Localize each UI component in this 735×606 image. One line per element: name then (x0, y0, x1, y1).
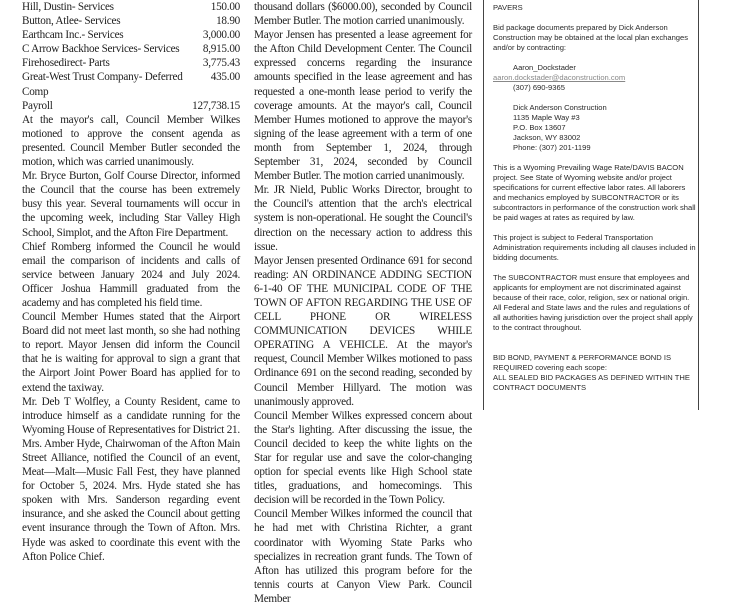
left-column (22, 0, 240, 564)
paragraph: Mr. Bryce Burton, Golf Course Director, informed the Council that the course has been extremely busy this year. Several tournaments will occur in the upcoming week, including Star Valley High School, Simplot, and the Afton Fire Department. (22, 170, 240, 239)
payment-row: C Arrow Backhoe Services- Services 8,915.00 (22, 43, 240, 56)
paragraph: Council Member Wilkes informed the council that he had met with Christina Richter, a grant coordinator with Wyoming State Parks who specializes in recreation grant funds. The Town of Afton has utilized this program before for the tennis courts at Canyon View Park. Council Member (254, 508, 472, 605)
eeo-paragraph: The SUBCONTRACTOR must ensure that employees and applicants for employment are not discriminated against because of their race, color, religion, sex or national origin. All Federal and State laws and the rules and regulations of all authorities having jurisdiction over the project shall apply to the contract throughout. (493, 273, 693, 332)
wage-paragraph: This is a Wyoming Prevailing Wage Rate/DAVIS BACON project. See State of Wyoming website and/or project specifications for current effective labor rates. All laborers and mechanics employed by SUBCONTRACTOR or its subcontractors in performance of the construction work shall be paid wages at rates as required by law. (493, 163, 696, 222)
paragraph: Mayor Jensen has presented a lease agreement for the Afton Child Development Center. The Council expressed concerns regarding the insurance amounts specified in the lease agreement and has requested a one-month lease period to verify the coverage amounts. At the mayor's call, Council Member Humes motioned to approve the mayor's signing of the lease agreement with a term of one month from September 1, 2024, through September 31, 2024, seconded by Council Member Butler. The motion carried unanimously. (254, 29, 472, 183)
paragraph: Council Member Wilkes expressed concern about the Star's lighting. After discussing the issue, the Council decided to keep the white lights on the Star for regular use and save the color-changing option for special events like High School state titles, graduations, and homecomings. This decision will be recorded in the Town Policy. (254, 409, 472, 507)
notice-heading: PAVERS (493, 3, 523, 12)
payment-row: Firehosedirect- Parts 3,775.43 (22, 57, 240, 70)
company-name: Dick Anderson Construction (513, 103, 607, 112)
bid-notice-box (483, 0, 699, 410)
bond-requirement: BID BOND, PAYMENT & PERFORMANCE BOND IS REQUIRED covering each scope: (493, 353, 672, 372)
bond-paragraph (493, 353, 698, 393)
paragraph: Mrs. Amber Hyde, Chairwoman of the Afton Main Street Alliance, notified the Council of an event, Meat—Malt—Music Fall Fest, they have planned for October 5, 2024. Mrs. Hyde stated she has spoken with Mrs. Sanderson regarding event insurance, and she asked the Council about getting event insurance through the Town of Afton. Mrs. Hyde was asked to coordinate this event with the Afton Police Chief. (22, 437, 240, 563)
paragraph: At the mayor's call, Council Member Wilkes motioned to approve the consent agenda as presented. Council Member Butler seconded the motion, which was carried unanimously. (22, 113, 240, 169)
contact-name: Aaron_Dockstader (513, 63, 576, 72)
company-po-box: P.O. Box 13607 (513, 123, 566, 132)
contact-block (493, 63, 698, 93)
paragraph: Council Member Humes stated that the Airport Board did not meet last month, so she had nothing to report. Mayor Jensen did inform the Council that he is waiting for approval to sign a grant that the Airport Joint Power Board has applied for to extend the taxiway. (22, 311, 240, 394)
bond-scope: ALL SEALED BID PACKAGES AS DEFINED WITHIN THE CONTRACT DOCUMENTS (493, 373, 690, 392)
payment-row: Great-West Trust Company- Deferred Comp 435.00 (22, 71, 240, 98)
paragraph: Mr. Deb T Wolfley, a County Resident, came to introduce himself as a candidate running for the Wyoming House of Representatives for District 21. (22, 395, 240, 436)
payment-row: Hill, Dustin- Services 150.00 (22, 1, 240, 13)
payment-row: Earthcam Inc.- Services 3,000.00 (22, 29, 240, 42)
paragraph: thousand dollars ($6000.00), seconded by Council Member Butler. The motion carried unanimously. (254, 1, 472, 28)
contact-phone: (307) 690-9365 (513, 83, 565, 92)
paragraph: Chief Romberg informed the Council he would email the comparison of incidents and calls of service between January 2024 and July 2024. Officer Joshua Hammill graduated from the academy and has completed his field time. (22, 240, 240, 309)
company-address: 1135 Maple Way #3 (513, 113, 580, 122)
paragraph: Mr. JR Nield, Public Works Director, brought to the Council's attention that the arch's electrical system is non-operational. He sought the Council's direction on the necessary action to address this issue. (254, 184, 472, 253)
notice-intro: Bid package documents prepared by Dick Anderson Construction may be obtained at the local plan exchanges and/or by contracting: (493, 23, 689, 52)
payment-row: Payroll 127,738.15 (22, 99, 240, 112)
payments-list (22, 0, 240, 113)
paragraph: Mayor Jensen presented Ordinance 691 for second reading: AN ORDINANCE ADDING SECTION 6-1-40 OF THE MUNICIPAL CODE OF THE TOWN OF AFTON REGARDING THE USE OF CELL PHONE OR WIRELESS COMMUNICATION DEVICES WHILE OPERATING A VEHICLE. At the mayor's request, Council Member Wilkes motioned to pass Ordinance 691 on the second reading, seconded by Council Member Hillyard. The motion was unanimously approved. (254, 254, 472, 408)
company-city: Jackson, WY 83002 (513, 133, 581, 142)
payment-row: Button, Atlee- Services 18.90 (22, 15, 240, 28)
fta-paragraph: This project is subject to Federal Transportation Administration requirements including all clauses included in bidding documents. (493, 233, 696, 262)
company-block (493, 103, 698, 153)
company-phone: Phone: (307) 201-1199 (513, 143, 591, 152)
middle-column (254, 0, 472, 606)
contact-email-link[interactable]: aaron.dockstader@daconstruction.com (493, 73, 626, 82)
